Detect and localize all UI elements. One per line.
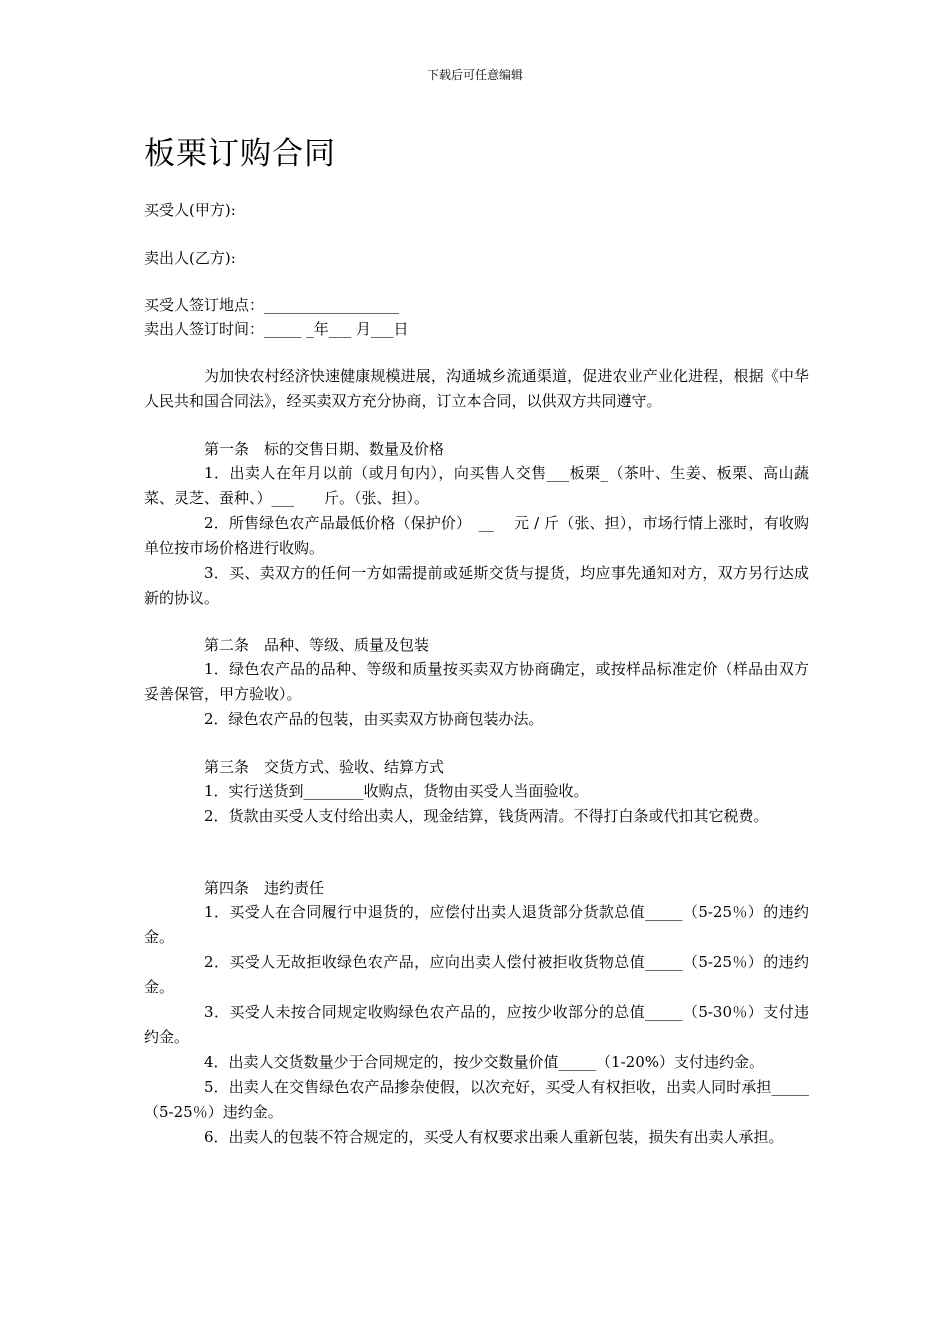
article-1-item-3: 3．买、卖双方的任何一方如需提前或延斯交货与提货，均应事先通知对方，双方另行达成新的协议。 xyxy=(144,564,809,607)
article-4-item-4: 4．出卖人交货数量少于合同规定的，按少交数量价值_____（1-20%）支付违约金。 xyxy=(204,1053,764,1071)
preamble-paragraph: 为加快农村经济快速健康规模进展，沟通城乡流通渠道，促进农业产业化进程，根据《中华人民共和国合同法》，经买卖双方充分协商，订立本合同，以供双方共同遵守。 xyxy=(144,367,809,410)
article-1-item-1: 1．出卖人在年月以前（或月旬内），向买售人交售___板栗_（茶叶、生姜、板栗、高山蔬菜、灵芝、蚕种、）___ 斤。（张、担）。 xyxy=(144,464,809,507)
article-4-heading: 第四条 违约责任 xyxy=(204,879,325,897)
article-2-item-2: 2．绿色农产品的包装，由买卖双方协商包装办法。 xyxy=(204,710,544,728)
article-3-item-2: 2．货款由买受人支付给出卖人，现金结算，钱货两清。不得打白条或代扣其它税费。 xyxy=(204,807,769,825)
article-2-item-1: 1．绿色农产品的品种、等级和质量按买卖双方协商确定，或按样品标准定价（样品由双方妥善保管，甲方验收）。 xyxy=(144,660,809,703)
article-2-heading: 第二条 品种、等级、质量及包装 xyxy=(204,636,430,654)
contract-title: 板栗订购合同 xyxy=(144,136,336,172)
page-header: 下载后可任意编辑 xyxy=(426,68,523,82)
article-4-item-5: 5．出卖人在交售绿色农产品掺杂使假，以次充好，买受人有权拒收，出卖人同时承担_____（5-25％）违约金。 xyxy=(144,1078,809,1121)
article-4-item-1: 1．买受人在合同履行中退货的，应偿付出卖人退货部分货款总值_____（5-25％）的违约金。 xyxy=(144,903,809,946)
article-1-heading: 第一条 标的交售日期、数量及价格 xyxy=(204,440,445,458)
seller-line: 卖出人(乙方): xyxy=(144,249,236,267)
signing-time-line: 卖出人签订时间：_____ _年___ 月___日 xyxy=(144,320,409,338)
signing-place-line: 买受人签订地点：__________________ xyxy=(144,296,400,314)
article-1-item-2: 2．所售绿色农产品最低价格（保护价） __ 元 / 斤（张、担），市场行情上涨时，有收购单位按市场价格进行收购。 xyxy=(144,514,809,557)
article-4-item-3: 3．买受人未按合同规定收购绿色农产品的，应按少收部分的总值_____（5-30％）支付违约金。 xyxy=(144,1003,809,1046)
article-3-item-1: 1．实行送货到________收购点，货物由买受人当面验收。 xyxy=(204,782,589,800)
article-4-item-6: 6．出卖人的包装不符合规定的，买受人有权要求出乘人重新包装，损失有出卖人承担。 xyxy=(204,1128,784,1146)
buyer-line: 买受人(甲方): xyxy=(144,201,236,219)
article-3-heading: 第三条 交货方式、验收、结算方式 xyxy=(204,758,445,776)
article-4-item-2: 2．买受人无故拒收绿色农产品，应向出卖人偿付被拒收货物总值_____（5-25％）的违约金。 xyxy=(144,953,809,996)
